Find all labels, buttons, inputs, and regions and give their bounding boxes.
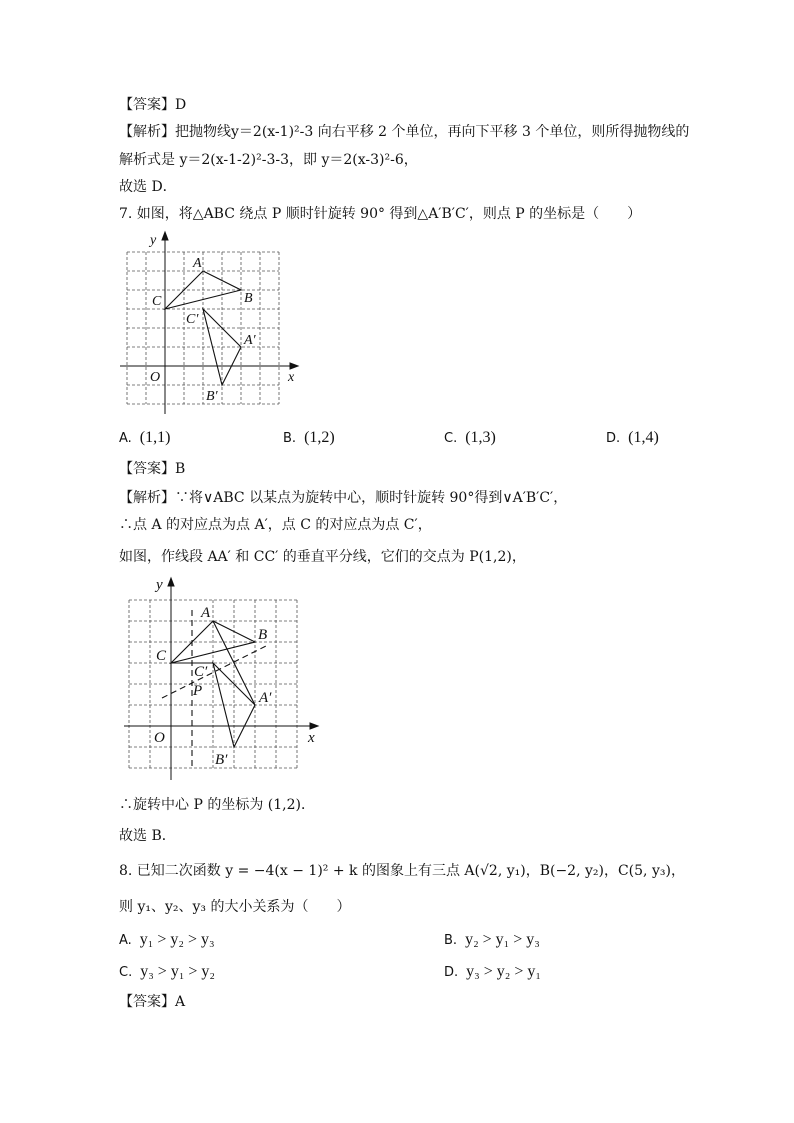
q8-option-c[interactable]: [119, 963, 215, 982]
option-value: y₃ > y₁ > y₂: [140, 963, 215, 980]
q7-question: 7. 如图，将△ABC 绕点 P 顺时针旋转 90° 得到△A′B′C′，则点 P 的坐标是（ ）: [119, 206, 642, 222]
y-axis-arrow: [162, 232, 168, 240]
x-axis-arrow: [310, 723, 318, 729]
q6-conclusion: 故选 D．: [119, 179, 177, 195]
label-c: C: [152, 294, 162, 309]
label-b-prime: B′: [215, 752, 228, 768]
q7-answer: 【答案】B: [119, 461, 186, 477]
y-label: y: [150, 233, 157, 248]
option-label: A.: [119, 933, 132, 948]
label-b: B: [258, 627, 268, 643]
q7-option-a[interactable]: [119, 429, 170, 448]
q8-option-b[interactable]: [444, 931, 540, 950]
origin-label: O: [154, 730, 165, 746]
option-label: B.: [444, 933, 458, 948]
option-label: C.: [444, 431, 458, 446]
origin-label: O: [150, 370, 161, 385]
q7-option-d[interactable]: [606, 429, 659, 448]
label-b: B: [244, 291, 253, 306]
label-a: A: [201, 605, 211, 621]
q6-analysis-line2: 解析式是 y＝2(x-1-2)²-3-3，即 y＝2(x-3)²-6，: [119, 152, 418, 168]
q8-option-d[interactable]: [444, 963, 541, 982]
label-a-prime: A′: [244, 333, 256, 348]
q7-option-c[interactable]: [444, 429, 496, 448]
option-label: C.: [119, 965, 133, 980]
label-c-prime: C′: [186, 312, 199, 327]
label-a-prime: A′: [259, 690, 272, 706]
option-label: A.: [119, 431, 132, 446]
q7-result: ∴旋转中心 P 的坐标为 (1,2)．: [119, 797, 315, 813]
q7-analysis-line1: 【解析】∵将∨ABC 以某点为旋转中心，顺时针旋转 90°得到∨A′B′C′，: [119, 490, 568, 506]
option-value: y₂ > y₁ > y₃: [465, 931, 540, 948]
q8-option-a[interactable]: [119, 931, 215, 950]
label-a: A: [193, 256, 202, 271]
option-value: (1,2): [304, 429, 335, 446]
q6-analysis-line1: 【解析】把抛物线y＝2(x-1)²-3 向右平移 2 个单位，再向下平移 3 个单位，则所得抛物线的: [119, 124, 690, 140]
option-value: y₁ > y₂ > y₃: [139, 931, 215, 948]
q8-question-line1: 8. 已知二次函数 y = −4(x − 1)² + k 的图象上有三点 A(√2, y₁)，B(−2, y₂)，C(5, y₃)，: [119, 863, 685, 879]
q8-question-line2: 则 y₁、y₂、y₃ 的大小关系为（ ）: [119, 899, 351, 915]
x-label: x: [288, 370, 295, 385]
q7-conclusion: 故选 B．: [119, 828, 176, 844]
q7-analysis-line3: 如图，作线段 AA′ 和 CC′ 的垂直平分线，它们的交点为 P(1,2)，: [119, 549, 526, 565]
q7-figure-1: [115, 228, 310, 420]
option-value: (1,3): [465, 429, 496, 446]
option-label: D.: [606, 431, 621, 446]
label-c: C: [156, 648, 167, 664]
label-p: P: [193, 683, 203, 699]
x-axis-arrow: [290, 363, 298, 369]
q7-option-b[interactable]: [283, 429, 335, 448]
label-b-prime: B′: [206, 389, 218, 404]
option-value: (1,4): [628, 429, 659, 446]
option-label: B.: [283, 431, 297, 446]
option-value: y₃ > y₂ > y₁: [466, 963, 541, 980]
y-axis-arrow: [168, 578, 174, 586]
q8-answer: 【答案】A: [119, 994, 186, 1010]
option-value: (1,1): [139, 429, 171, 446]
y-label: y: [156, 577, 163, 593]
option-label: D.: [444, 965, 459, 980]
x-label: x: [308, 730, 315, 746]
label-c-prime: C′: [194, 664, 208, 680]
q7-figure-2: [115, 572, 325, 784]
q6-answer: 【答案】D: [119, 97, 187, 113]
q7-analysis-line2: ∴点 A 的对应点为点 A′，点 C 的对应点为点 C′，: [119, 517, 432, 533]
